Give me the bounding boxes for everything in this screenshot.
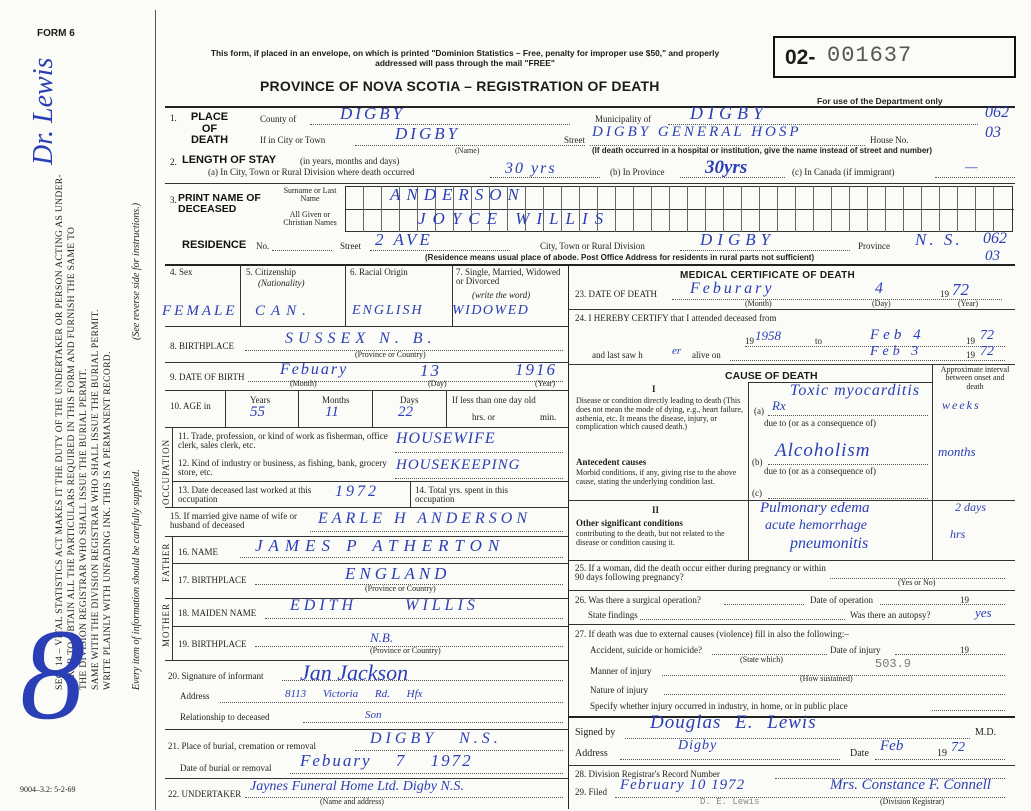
s2-num: 2. [170,157,177,167]
name-grid-tick [831,186,832,232]
given-names-value: JOYCE WILLIS [418,209,611,228]
column-divider [568,264,569,809]
to-year-value: 72 [980,328,994,343]
surname-label: Surname or Last Name [283,186,337,204]
occupation-row-rule [172,481,568,482]
relationship-value: Son [365,709,382,721]
name-grid-tick [759,186,760,232]
cause-col-divider [748,382,749,560]
signed-by-label: Signed by [575,727,616,738]
operation-date-19: 19 [960,595,969,605]
md-label: M.D. [975,727,997,738]
residence-hint: (Residence means usual place of abode. Post Office Address for residents in rural parts not sufficient) [425,253,815,262]
name-grid-tick [993,186,994,232]
margin-instruction-3: THE DIVISION REGISTRAR WHO SHALL ISSUE THE BURIAL PERMIT. [78,368,89,690]
residence-province-value: N. S. [915,230,963,249]
section-I-label: I [652,384,656,394]
certify-label: 24. I HEREBY CERTIFY that I attended deceased from [575,313,777,323]
name-grid-tick [363,186,364,232]
operation-date-label: Date of operation [810,595,873,605]
age-label: 10. AGE in [170,401,211,411]
registrar-signature: Mrs. Constance F. Connell [830,777,991,793]
stay-city-label: (a) In City, Town or Rural Division where death occurred [208,167,415,177]
informant-signature-label: 20. Signature of informant [168,671,264,681]
dod-month-hint: (Month) [745,299,772,308]
stay-canada-value: — [965,160,978,175]
mother-maiden-label: 18. MAIDEN NAME [178,608,257,618]
undertaker-value: Jaynes Funeral Home Ltd. Digby N.S. [250,779,464,794]
s3-num: 3. [170,195,177,205]
physician-date-line [875,759,1005,760]
last-worked-label: 13. Date deceased last worked at this occupation [178,485,312,505]
spouse-line [310,531,563,532]
physician-address-label: Address [575,748,608,759]
to-date-value: Feb 4 [870,327,925,343]
date-of-injury-label: Date of injury [830,645,881,655]
to-label: to [815,336,823,346]
mother-side-label: MOTHER [161,603,171,647]
dob-day-value: 13 [420,361,441,380]
physician-date-year: 72 [951,740,965,755]
burial-date-value: Febuary 7 1972 [300,751,473,770]
dob-label: 9. DATE OF BIRTH [170,372,245,382]
reg-number-prefix: 02- [785,46,816,69]
state-findings-label: State findings [588,610,638,620]
age-years-value: 55 [250,404,265,420]
dod-label: 23. DATE OF DEATH [575,289,657,299]
stay-city-line [490,177,600,178]
spouse-label: 15. If married give name of wife or husband of deceased [170,511,297,531]
cause-of-death-title: CAUSE OF DEATH [725,370,818,382]
cause-a-letter: (a) [754,406,764,416]
due-to-b: due to (or as a consequence of) [764,466,876,476]
age-months-label: Months [322,395,350,405]
residence-city-value: DIGBY [700,230,776,249]
last-saw-year-value: 72 [980,344,994,359]
age-div-4 [446,390,447,427]
mother-birthplace-hint: (Province or Country) [370,646,441,655]
length-of-stay-hint: (in years, months and days) [300,156,400,166]
county-value: DIGBY [340,104,406,123]
section3-top-rule [165,183,1015,184]
medical-row-rule-5 [568,624,1015,625]
margin-every-item: Every item of information should be carefully supplied. [131,469,142,690]
cause-b-letter: (b) [752,457,763,467]
residence-city-label: City, Town or Rural Division [540,241,645,251]
antecedent-label: Antecedent causes [576,457,647,467]
personal-top-rule [165,264,1015,266]
last-saw-line [730,360,1005,361]
name-grid-tick [381,186,382,232]
age-years-label: Years [250,395,271,405]
marital-status-label: 7. Single, Married, Widowed or Divorced [456,267,561,287]
physician-address-value: Digby [678,738,718,753]
accident-label: Accident, suicide or homicide? [590,645,702,655]
citizenship-hint: (Nationality) [258,278,305,288]
city-name-hint: (Name) [455,146,480,155]
last-worked-value: 1972 [335,483,379,500]
mother-row-rule [172,626,568,627]
informant-address-label: Address [180,691,210,701]
registrar-hint: (Division Registrar) [880,797,945,806]
last-saw-pronoun: er [672,345,682,357]
occupation-side-rule [172,427,173,507]
personal-div-1 [240,264,241,326]
min-label: min. [540,412,557,422]
external-causes-question: 27. If death was due to external causes (violence) fill in also the following:– [575,629,849,639]
specify-place-label: Specify whether injury occurred in industry, in home, or in public place [590,701,848,711]
hospital-hint: (If death occurred in a hospital or institution, give the name instead of street and number) [592,146,933,155]
age-div-3 [372,390,373,427]
dob-year-hint: (Year) [535,379,556,388]
stay-canada-line [935,177,1015,178]
name-grid-tick [741,186,742,232]
name-grid-tick [651,186,652,232]
operation-question: 26. Was there a surgical operation? [575,595,701,605]
burial-date-line [290,773,563,774]
father-side-label: FATHER [161,542,171,582]
last-saw-value: Feb 3 [870,344,923,359]
cause-a-value: Toxic myocarditis [790,382,921,399]
street-label: Street [564,135,585,145]
father-birthplace-value: ENGLAND [345,564,451,583]
occupation-trade-line [395,452,563,453]
cause-a-mark: Rx [772,398,786,413]
hrs-label: hrs. or [472,412,495,422]
relationship-label: Relationship to deceased [180,712,270,722]
stay-province-line [680,177,785,178]
interval-label: Approximate interval between onset and death [940,365,1010,391]
residence-street-value: 2 AVE [375,230,433,249]
total-years-label: 14. Total yrs. spent in this occupation [415,485,508,505]
margin-instruction-5: WRITE PLAINLY WITH UNFADING INK. THIS IS A PERMANENT RECORD. [102,351,113,690]
informant-address-line [220,702,563,703]
cause-a-interval: weeks [942,398,981,412]
margin-instruction-1: SEC. 14 – VITAL STATISTICS ACT MAKES IT THE DUTY OF THE UNDERTAKER OR PERSON ACTING AS UNDER- [54,174,65,690]
house-no-label: House No. [870,135,909,145]
name-grid-tick [903,186,904,232]
name-grid-tick [687,186,688,232]
section1-top-rule [165,106,1015,108]
physician-address-line [620,759,840,760]
antecedent-hint: Morbid conditions, if any, giving rise to the above cause, stating the underlying condition last. [576,468,737,486]
physician-stamp-note: D. E. Lewis [700,797,760,807]
reg-number-box [773,36,1016,78]
cause-a-line [768,415,928,416]
marital-status-value: WIDOWED [452,303,530,318]
physician-date-label: Date [850,748,869,759]
doctor-note: Dr. Lewis [28,57,59,165]
name-grid-tick [795,186,796,232]
name-grid-tick [921,186,922,232]
name-grid-tick [957,186,958,232]
father-birthplace-hint: (Province or Country) [365,584,436,593]
physician-date-value: Feb [880,738,904,754]
dod-year-hint: (Year) [958,299,979,308]
autopsy-label: Was there an autopsy? [850,610,931,620]
personal-div-2 [345,264,346,326]
name-grid-tick [669,186,670,232]
undertaker-hint: (Name and address) [320,797,384,806]
sex-value: FEMALE [162,303,238,319]
filed-line [615,797,1005,798]
medical-row-rule-3 [568,560,1015,561]
stay-province-label: (b) In Province [610,167,665,177]
margin-instruction-4: SAME WITH THE DIVISION REGISTRAR WHO SHALL ISSUE THE BURIAL PERMIT. [90,309,101,690]
medical-title: MEDICAL CERTIFICATE OF DEATH [680,270,856,281]
residence-street-label: Street [340,241,361,251]
state-findings-line [640,619,845,620]
father-name-label: 16. NAME [178,547,218,557]
operation-line [724,604,804,605]
stay-canada-label: (c) In Canada (if immigrant) [792,167,895,177]
to-year-prefix: 19 [966,336,975,346]
reg-number-value: 001637 [827,43,913,68]
dob-month-value: Febuary [280,361,349,378]
dob-year-value: 1916 [515,360,557,379]
name-grid-tick [939,186,940,232]
cause-b-interval: months [938,444,976,459]
name-grid-tick [615,186,616,232]
informant-signature-line [282,680,563,681]
marital-status-hint: (write the word) [472,290,531,300]
date-of-injury-line [895,654,1005,655]
pregnancy-question: 25. If a woman, did the death occur either during pregnancy or within 90 days following pregnancy? [575,563,826,583]
name-grid-tick [723,186,724,232]
mother-birthplace-value: N.B. [370,630,394,645]
other-condition-1: Pulmonary edema [760,500,870,516]
dod-year-value: 72 [952,280,969,299]
birthplace-label: 8. BIRTHPLACE [170,341,234,351]
industry-line [395,478,563,479]
dod-day-value: 4 [875,280,883,297]
immediate-cause-label: Disease or condition directly leading to death (This does not mean the mode of dying, e.g., heart failure, asthenia, etc. It means the disease, injury, or complication which caused death.) [576,396,744,432]
residence-no-label: No. [256,241,270,251]
racial-origin-label: 6. Racial Origin [350,267,408,277]
margin-instruction-2: TAKER TO OBTAIN ALL THE PARTICULARS REQUIRED IN THIS FORM AND FURNISH THE SAME TO [66,226,77,690]
dob-month-hint: (Month) [290,379,317,388]
age-div-2 [298,390,299,427]
dod-year-prefix: 19 [940,289,949,299]
physician-signature: Douglas E. Lewis [650,712,817,733]
registrar-record-label: 28. Division Registrar's Record Number [575,769,720,779]
personal-row-rule-9 [165,729,568,730]
specify-place-line [932,710,1005,711]
personal-row-rule-5 [165,507,568,508]
medical-row-rule-7 [568,765,1015,766]
place-of-death-label: PLACE OF DEATH [190,111,229,147]
father-birthplace-label: 17. BIRTHPLACE [178,575,247,585]
dod-day-hint: (Day) [872,299,891,308]
manner-label: Manner of injury [590,666,652,676]
residence-no-line [272,250,332,251]
age-months-value: 11 [325,404,339,420]
age-div-1 [225,390,226,427]
cause-c-line [768,498,928,499]
birthplace-hint: (Province or Country) [355,350,426,359]
name-grid-tick [813,186,814,232]
signed-by-line [625,738,970,739]
house-code: 03 [985,124,1001,141]
date-of-injury-19: 19 [960,645,969,655]
occupation-trade-value: HOUSEWIFE [396,430,496,447]
form-title: PROVINCE OF NOVA SCOTIA – REGISTRATION OF DEATH [260,78,660,94]
due-to-a: due to (or as a consequence of) [764,418,876,428]
personal-row-rule-2 [165,362,568,363]
stay-province-value: 30yrs [705,157,748,178]
spouse-value: EARLE H ANDERSON [318,510,532,527]
section-II-label: II [652,505,660,515]
length-of-stay-label: LENGTH OF STAY [182,154,277,166]
city-value: DIGBY [395,124,461,143]
residence-label: RESIDENCE [182,239,247,251]
medical-row-rule-1 [568,309,1015,310]
left-border [155,10,156,810]
undertaker-label: 22. UNDERTAKER [168,789,242,799]
print-code: 9004–3.2: 5-2-69 [20,785,76,794]
dept-use-note: For use of the Department only [817,96,943,106]
relationship-line [303,722,563,723]
nature-line [664,694,1005,695]
municipality-label: Municipality of [595,114,652,124]
alive-on-label: alive on [692,350,721,360]
age-days-value: 22 [398,404,413,420]
mother-birthplace-label: 19. BIRTHPLACE [178,639,247,649]
medical-row-rule-4 [568,590,1015,591]
father-side-rule [172,536,173,598]
cause-c-letter: (c) [752,488,762,498]
name-grid-tick [777,186,778,232]
age-days-label: Days [400,395,419,405]
margin-see-reverse: (See reverse side for instructions.) [131,202,142,340]
stay-city-value: 30 yrs [505,160,557,177]
margin-big-mark: 8 [20,603,85,747]
name-grid-tick [633,186,634,232]
burial-place-value: DIGBY N.S. [370,730,502,747]
name-grid-tick [849,186,850,232]
other-condition-3-interval: hrs [950,527,966,541]
sex-label: 4. Sex [170,267,193,277]
other-conditions-hint: contributing to the death, but not related to the disease or condition causing it. [576,529,725,547]
industry-label: 12. Kind of industry or business, as fishing, bank, grocery store, etc. [178,458,387,478]
from-year-value: 1958 [755,328,781,343]
last-saw-year-prefix: 19 [966,350,975,360]
father-name-value: JAMES P ATHERTON [255,536,506,555]
how-sustained-hint: (How sustained) [800,674,853,683]
last-saw-label: and last saw h [592,350,643,360]
street-value: DIGBY GENERAL HOSP [592,124,802,140]
residence-code-2: 03 [985,248,1000,264]
from-year-prefix: 19 [745,336,754,346]
occupation-side-label: OCCUPATION [161,438,171,505]
informant-signature-value: Jan Jackson [300,660,409,685]
personal-row-rule-1 [165,326,568,327]
county-label: County of [260,114,297,124]
physician-date-19: 19 [937,748,947,759]
undertaker-line [245,797,563,798]
state-which-hint: (State which) [740,655,783,664]
given-names-label: All Given or Christian Names [283,210,337,228]
surname-value: ANDERSON [390,185,525,204]
residence-city-line [680,250,850,251]
birthplace-value: SUSSEX N. B. [285,330,437,347]
name-grid-tick [867,186,868,232]
less-than-day-label: If less than one day old [452,395,536,405]
occupation-div [410,481,411,507]
dob-day-hint: (Day) [428,379,447,388]
mother-maiden-value: EDITH WILLIS [290,597,479,614]
municipality-value: DIGBY [690,103,768,123]
s1-num: 1. [170,113,177,123]
name-grid-tick [885,186,886,232]
residence-province-label: Province [858,241,890,251]
burial-date-label: Date of burial or removal [180,763,272,773]
father-name-line [240,557,563,558]
municipality-code: 062 [985,104,1009,121]
informant-address-value: 8113 Victoria Rd. Hfx [285,688,423,700]
personal-row-rule-4 [165,427,568,428]
citizenship-label: 5. Citizenship [246,267,296,277]
other-condition-2: acute hemorrhage [765,518,867,533]
residence-code-1: 062 [983,230,1007,247]
city-label: If in City or Town [260,135,326,145]
injury-code-stamp: 503.9 [875,657,912,671]
industry-value: HOUSEKEEPING [396,457,521,473]
print-name-label: PRINT NAME OF DECEASED [178,192,261,216]
cause-b-value: Alcoholism [775,440,871,461]
dod-line [672,299,1002,300]
occupation-trade-label: 11. Trade, profession, or kind of work as fisherman, office clerk, sales clerk, etc. [178,431,388,451]
pregnancy-hint: (Yes or No) [898,578,936,587]
name-grid-tick [975,186,976,232]
name-grid-tick [705,186,706,232]
interval-divider [932,364,933,560]
filed-date-value: February 10 1972 [620,777,746,793]
other-condition-3: pneumonitis [790,535,869,552]
racial-origin-value: ENGLISH [352,303,424,318]
residence-street-line [370,250,510,251]
autopsy-value: yes [975,605,992,620]
mother-side-rule [172,598,173,660]
dod-month-value: Feburary [690,280,775,297]
mail-notice: This form, if placed in an envelope, on which is printed "Dominion Statistics – Free, penalty for improper use $50," and properly addressed will pass through the mail "FREE" [210,48,720,69]
nature-label: Nature of injury [590,685,648,695]
filed-label: 29. Filed [575,787,608,797]
mother-maiden-line [265,618,563,619]
burial-place-label: 21. Place of burial, cremation or removal [168,741,316,751]
citizenship-value: CAN. [255,303,312,319]
form-id: FORM 6 [37,28,75,39]
other-conditions-label: Other significant conditions [576,518,683,528]
cause-b-line [768,464,928,465]
other-condition-1-interval: 2 days [955,500,986,514]
